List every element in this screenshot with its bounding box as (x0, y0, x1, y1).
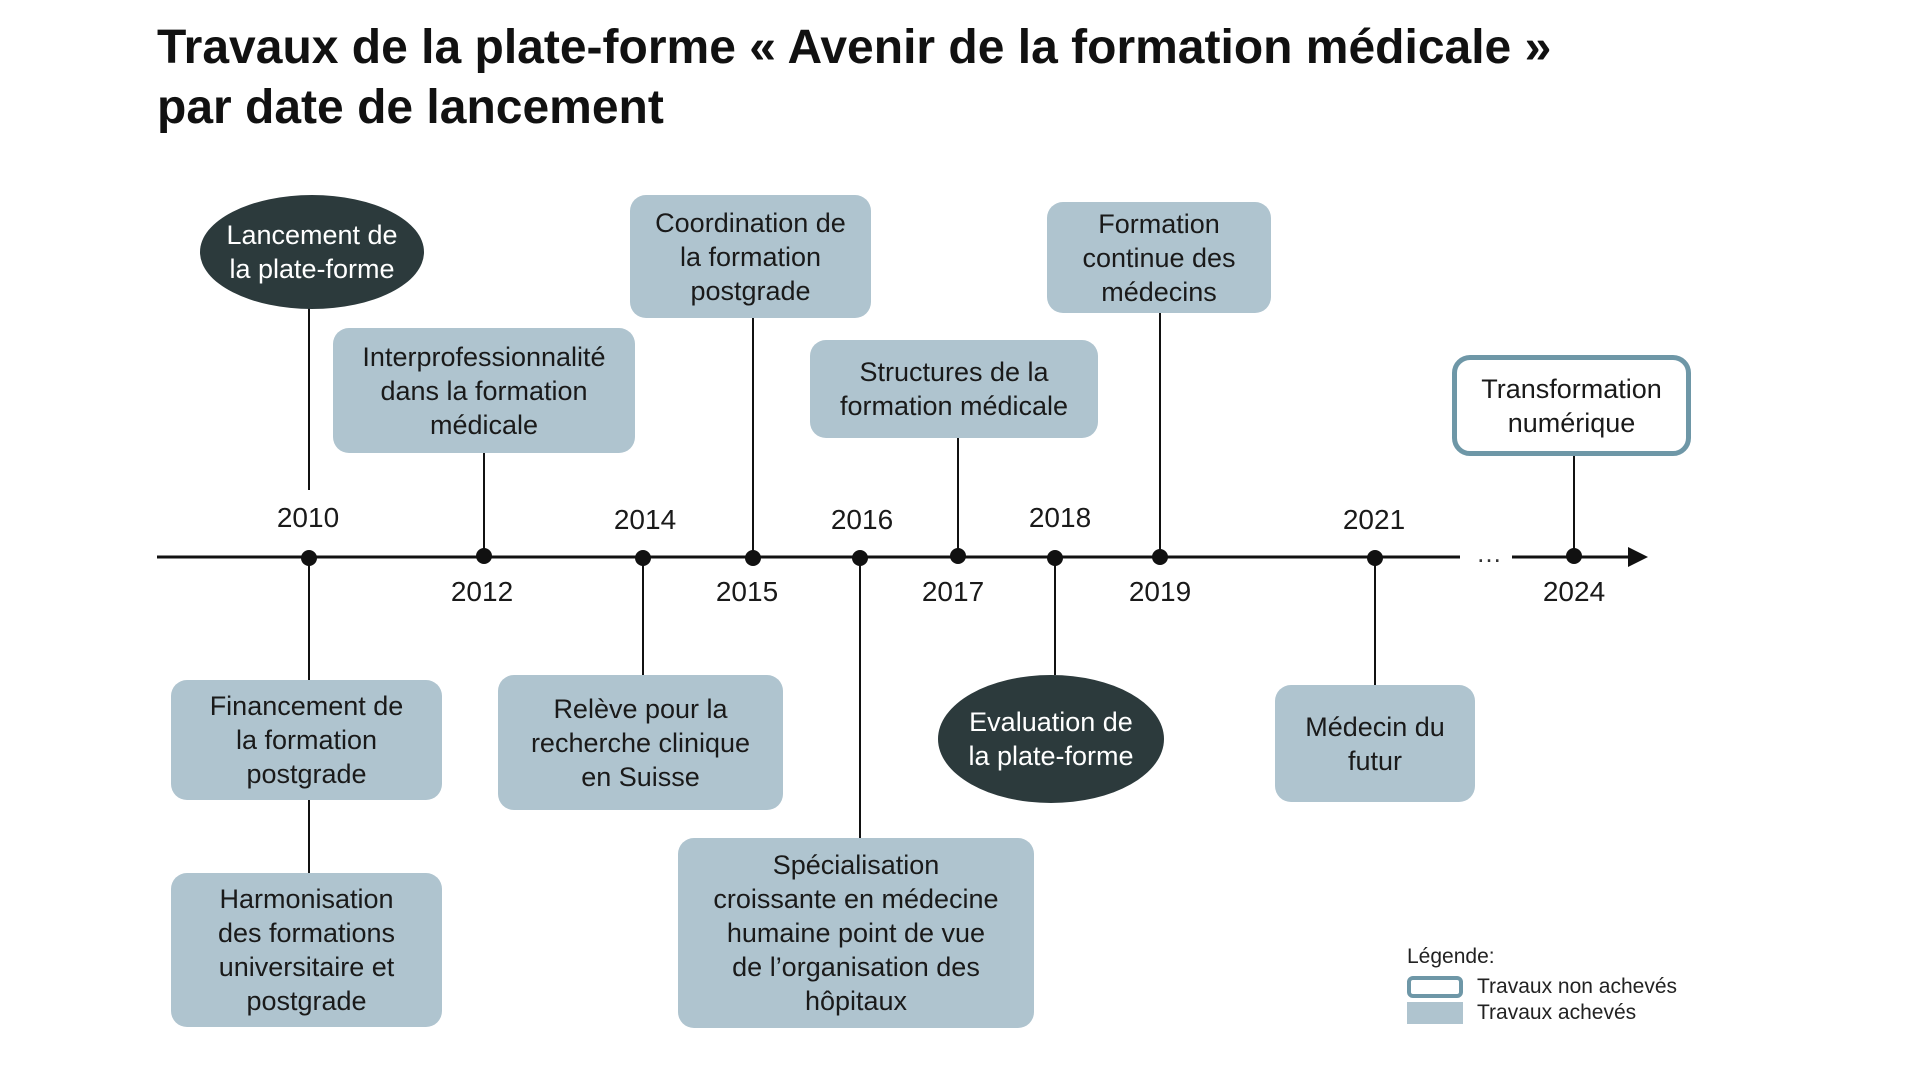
item-line: médecins (1101, 276, 1217, 307)
item-line: postgrade (690, 275, 811, 306)
legend-row-open (1407, 975, 1677, 999)
item-line: numérique (1507, 407, 1636, 438)
item-transformation (1452, 355, 1691, 456)
item-line: de l’organisation des (732, 952, 980, 982)
item-line: formation médicale (839, 391, 1069, 421)
item-line: Interprofessionnalité (362, 341, 606, 372)
year-label-2018: 2018 (1028, 502, 1092, 533)
item-line: Formation (1098, 208, 1220, 239)
year-label-2017: 2017 (921, 576, 985, 607)
item-line: la plate-forme (968, 741, 1134, 771)
marker-2024 (1566, 548, 1582, 564)
year-label-2021: 2021 (1342, 504, 1406, 535)
legend-swatch-open (1407, 976, 1463, 998)
marker-2012 (476, 548, 492, 564)
item-line: la formation (679, 241, 822, 272)
title-line-1: Travaux de la plate-forme « Avenir de la formation médicale » (157, 21, 1552, 74)
year-label-2016: 2016 (830, 504, 894, 535)
item-line: Médecin du (1305, 711, 1445, 742)
item-line: Lancement de (226, 220, 398, 250)
item-line: continue des (1082, 242, 1236, 273)
item-specialisation (678, 838, 1034, 1028)
item-line: futur (1347, 745, 1403, 776)
marker-2015 (745, 550, 761, 566)
year-label-2012: 2012 (450, 576, 514, 607)
item-harmonisation (171, 873, 442, 1027)
year-label-2019: 2019 (1128, 576, 1192, 607)
axis-arrowhead (1628, 547, 1648, 567)
item-line: postgrade (246, 986, 367, 1016)
marker-2014 (635, 550, 651, 566)
item-interpro (333, 328, 635, 453)
item-line: hôpitaux (804, 986, 908, 1016)
item-line: Spécialisation (772, 850, 940, 880)
year-label-2015: 2015 (715, 576, 779, 607)
item-releve (498, 675, 783, 810)
item-line: la plate-forme (229, 254, 395, 284)
legend-swatch-done (1407, 1002, 1463, 1024)
year-label-2010: 2010 (276, 502, 340, 533)
item-line: Financement de (209, 691, 404, 721)
item-evaluation (938, 675, 1164, 803)
marker-2018 (1047, 550, 1063, 566)
marker-2021 (1367, 550, 1383, 566)
item-line: croissante en médecine (713, 884, 999, 914)
item-medecin-futur (1275, 685, 1475, 802)
item-line: en Suisse (581, 761, 700, 792)
item-formation-continue (1047, 202, 1271, 313)
marker-2016 (852, 550, 868, 566)
item-coordination (630, 195, 871, 318)
item-structures (810, 340, 1098, 438)
item-line: recherche clinique (530, 727, 751, 758)
item-line: Relève pour la (553, 693, 728, 724)
item-lancement (200, 195, 424, 309)
item-line: Harmonisation (219, 884, 394, 914)
title-line-2: par date de lancement (157, 81, 664, 134)
year-label-2024: 2024 (1542, 576, 1606, 607)
item-line: postgrade (246, 759, 367, 789)
timeline-ellipsis: … (1476, 538, 1502, 568)
item-line: humaine point de vue (726, 918, 986, 948)
legend-row-done (1407, 1001, 1636, 1025)
item-line: Structures de la (859, 357, 1049, 387)
item-line: des formations (217, 918, 396, 948)
item-line: Transformation (1481, 373, 1662, 404)
item-line: Coordination de (655, 207, 846, 238)
marker-2010 (301, 550, 317, 566)
item-line: universitaire et (218, 952, 395, 982)
year-label-2014: 2014 (613, 504, 677, 535)
legend-label-open: Travaux non achevés (1477, 975, 1678, 998)
marker-2019 (1152, 549, 1168, 565)
item-line: la formation (235, 725, 378, 755)
item-financement (171, 680, 442, 800)
item-line: médicale (429, 409, 539, 440)
legend-title: Légende: (1407, 945, 1495, 968)
legend-label-done: Travaux achevés (1477, 1001, 1637, 1024)
item-line: Evaluation de (969, 707, 1133, 737)
marker-2017 (950, 548, 966, 564)
item-line: dans la formation (380, 375, 588, 406)
